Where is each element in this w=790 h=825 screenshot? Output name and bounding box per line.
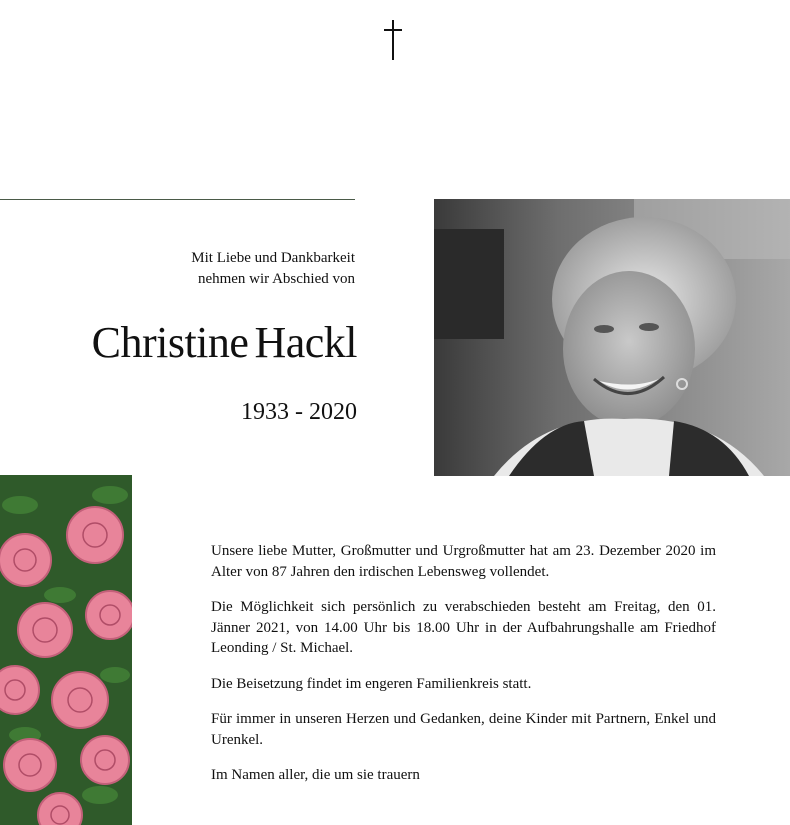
rose-photo <box>0 475 132 825</box>
last-name: Hackl <box>254 318 357 367</box>
cross-vertical-bar <box>392 20 394 60</box>
paragraph-farewell-viewing: Die Möglichkeit sich persönlich zu verabschieden besteht am Freitag, den 01. Jänner 2021, von 14.00 Uhr bis 18.00 Uhr in der Aufbahrungshalle am Friedhof Leonding / St. Michael. <box>211 599 716 656</box>
announcement-text <box>211 541 716 801</box>
paragraph-signature: Im Namen aller, die um sie trauern <box>211 767 420 783</box>
divider-line <box>0 199 355 200</box>
paragraph-family: Für immer in unseren Herzen und Gedanken, deine Kinder mit Partnern, Enkel und Urenkel. <box>211 711 716 748</box>
first-name: Christine <box>91 318 249 367</box>
deceased-name <box>0 316 357 370</box>
intro-text <box>0 248 355 290</box>
portrait-photo <box>434 199 790 476</box>
intro-line-2: nehmen wir Abschied von <box>197 271 355 287</box>
latin-cross-icon <box>380 20 406 60</box>
paragraph-burial: Die Beisetzung findet im engeren Familienkreis statt. <box>211 675 532 692</box>
paragraph-death-notice: Unsere liebe Mutter, Großmutter und Urgroßmutter hat am 23. Dezember 2020 im Alter von 87 Jahren den irdischen Lebensweg vollendet. <box>211 543 716 580</box>
cross-horizontal-bar <box>384 29 402 31</box>
intro-line-1: Mit Liebe und Dankbarkeit <box>191 250 355 266</box>
life-years: 1933 - 2020 <box>241 399 357 425</box>
